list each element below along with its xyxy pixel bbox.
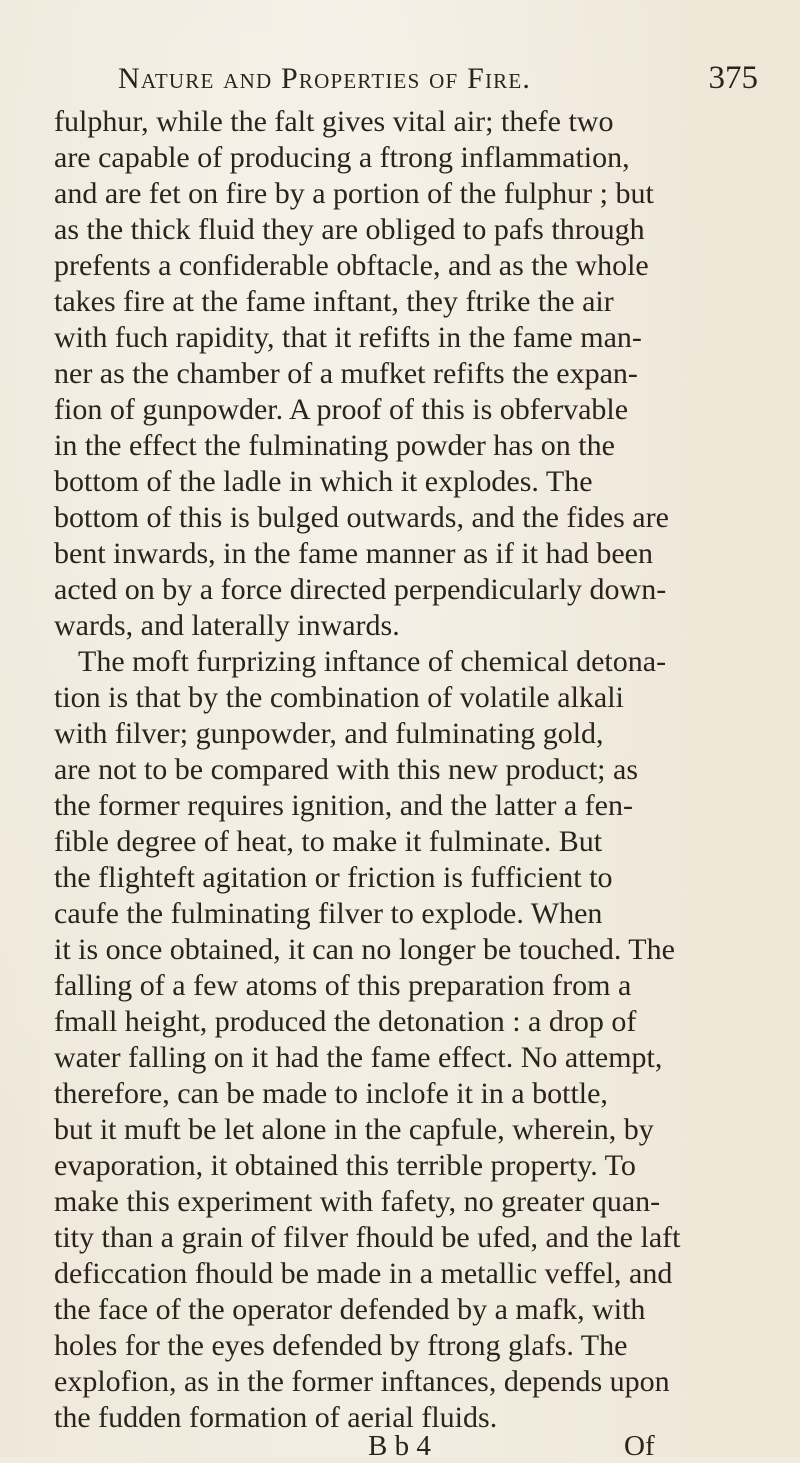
body-line: the fudden formation of aerial fluids. <box>54 1401 498 1434</box>
body-line: deficcation fhould be made in a metallic veffel, and <box>54 1257 673 1290</box>
body-line: but it muft be let alone in the capfule, wherein, by <box>54 1113 654 1146</box>
body-line: it is once obtained, it can no longer be touched. The <box>54 933 675 966</box>
body-line: are not to be compared with this new product; as <box>54 753 639 786</box>
body-line: as the thick fluid they are obliged to pafs through <box>54 213 645 246</box>
body-line: in the effect the fulminating powder has on the <box>54 429 615 462</box>
body-line: fmall height, produced the detonation : a drop of <box>54 1005 637 1038</box>
body-line: falling of a few atoms of this preparation from a <box>54 969 632 1002</box>
body-line: the face of the operator defended by a mafk, with <box>54 1293 646 1326</box>
body-line: the flighteft agitation or friction is fufficient to <box>54 861 613 894</box>
body-line: fulphur, while the falt gives vital air; thefe two <box>54 105 614 138</box>
body-line: wards, and laterally inwards. <box>54 609 400 642</box>
body-line: evaporation, it obtained this terrible property. To <box>54 1149 636 1182</box>
body-line: caufe the fulminating filver to explode. When <box>54 897 603 930</box>
body-line: fion of gunpowder. A proof of this is obfervable <box>54 393 629 426</box>
running-title: Nature and Properties of Fire. <box>118 62 532 95</box>
catchword: Of <box>624 1430 655 1462</box>
body-line: explofion, as in the former inftances, depends upon <box>54 1365 670 1398</box>
body-line: bottom of this is bulged outwards, and the fides are <box>54 501 669 534</box>
body-line: acted on by a force directed perpendicularly down- <box>54 573 667 606</box>
signature-mark: B b 4 <box>368 1430 431 1462</box>
body-line: The moft furprizing inftance of chemical detona- <box>78 645 667 678</box>
body-line: tion is that by the combination of volatile alkali <box>54 681 624 714</box>
body-line: and are fet on fire by a portion of the fulphur ; but <box>54 177 654 210</box>
body-line: bent inwards, in the fame manner as if it had been <box>54 537 653 570</box>
body-line: prefents a confiderable obftacle, and as the whole <box>54 249 649 282</box>
body-line: with filver; gunpowder, and fulminating gold, <box>54 717 604 750</box>
body-line: tity than a grain of filver fhould be ufed, and the laft <box>54 1221 681 1254</box>
body-line: water falling on it had the fame effect. No attempt, <box>54 1041 663 1074</box>
body-line: make this experiment with fafety, no greater quan- <box>54 1185 661 1218</box>
body-line: holes for the eyes defended by ftrong glafs. The <box>54 1329 628 1362</box>
body-line: takes fire at the fame inftant, they ftrike the air <box>54 285 614 318</box>
running-head <box>118 62 758 106</box>
body-line: fible degree of heat, to make it fulminate. But <box>54 825 603 858</box>
body-line: the former requires ignition, and the latter a fen- <box>54 789 633 822</box>
body-line: are capable of producing a ftrong inflammation, <box>54 141 630 174</box>
body-line: with fuch rapidity, that it refifts in the fame man- <box>54 321 642 354</box>
body-line: ner as the chamber of a mufket refifts the expan- <box>54 357 638 390</box>
body-line: bottom of the ladle in which it explodes. The <box>54 465 593 498</box>
page-number: 375 <box>708 60 758 96</box>
body-line: therefore, can be made to inclofe it in a bottle, <box>54 1077 608 1110</box>
